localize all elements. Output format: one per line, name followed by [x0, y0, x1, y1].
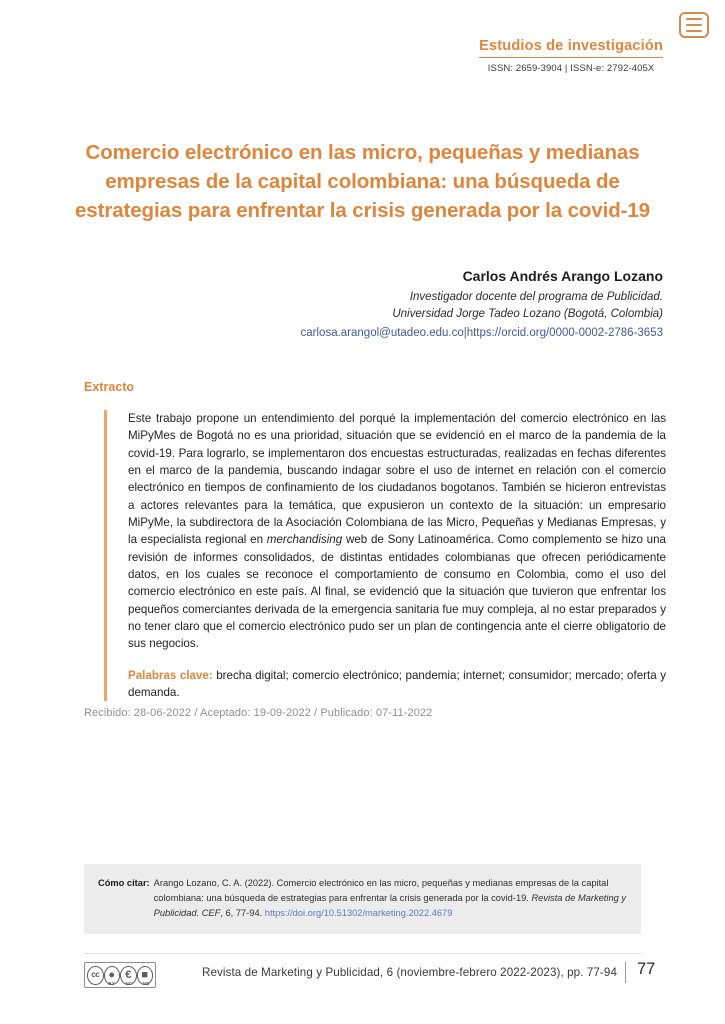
- author-contact-line: [62, 325, 663, 342]
- page-footer: [84, 958, 684, 998]
- citation-journal-name: Revista de Marketing y Publicidad. CEF: [153, 893, 627, 919]
- abstract-italic-term: merchandising: [266, 533, 343, 547]
- cc-label-nc: NC: [125, 981, 133, 986]
- cc-label-nd: ND: [142, 981, 150, 986]
- author-affiliation-line-1: Investigador docente del programa de Publicidad.: [409, 291, 663, 303]
- abstract-label: Extracto: [84, 380, 135, 394]
- cc-nc-icon: €: [120, 966, 137, 985]
- section-title: Estudios de investigación: [479, 38, 663, 58]
- how-to-cite-row: [98, 876, 627, 921]
- article-title: Comercio electrónico en las micro, pequeñas y medianas empresas de la capital colombiana: una búsqueda de estrategias para enfrentar la crisis generada por la covid-19: [75, 140, 650, 222]
- how-to-cite-label: Cómo citar:: [98, 878, 150, 888]
- author-block: [62, 268, 663, 342]
- keywords-paragraph: [128, 667, 666, 702]
- cc-by-icon: ●: [104, 966, 121, 985]
- keywords-values: brecha digital; comercio electrónico; pandemia; internet; consumidor; mercado; oferta y demanda.: [128, 668, 666, 699]
- author-orcid-link[interactable]: https://orcid.org/0000-0002-2786-3653: [466, 327, 663, 340]
- footer-journal-line: Revista de Marketing y Publicidad, 6 (noviembre-febrero 2022-2023), pp. 77-94: [202, 966, 617, 979]
- author-affiliation-line-2: Universidad Jorge Tadeo Lozano (Bogotá, Colombia): [392, 307, 663, 320]
- issn-line: ISSN: 2659-3904 | ISSN-e: 2792-405X: [487, 63, 655, 74]
- author-name: Carlos Andrés Arango Lozano: [462, 268, 663, 284]
- abstract-paragraph: [128, 410, 666, 653]
- masthead: [479, 38, 663, 74]
- cc-circle-icon: cc: [87, 966, 104, 985]
- abstract-text-part-2: web de Sony Latinoamérica. Como complemento se hizo una revisión de informes consolidados, de distintas entidades colombianas que ofrecen periódicamente datos, en los cuales se reconoce el comportamiento de consumo en Colombia, como el uso del comercio electrónico en este país. Al final, se evidenció que la situación que tuvieron que enfrentar los pequeños comerciantes derivada de la emergencia sanitaria fue muy compleja, al no estar preparados y no tener claro que el comercio electrónico pudo ser un plan de contingencia ante el cierre obligatorio de sus negocios.: [128, 533, 666, 651]
- footer-divider: [84, 953, 642, 954]
- citation-text-part-2: , 6, 77-94.: [220, 908, 265, 919]
- footer-separator: [625, 962, 626, 983]
- cc-label-by: BY: [108, 981, 115, 986]
- citation-text-part-1: Arango Lozano, C. A. (2022). Comercio electrónico en las micro, pequeñas y medianas empresas de la capital colombiana: una búsqueda de estrategias para enfrentar la crisis generada por la covid-19.: [153, 878, 609, 904]
- how-to-cite-text: [154, 876, 627, 921]
- keywords-label: Palabras clave:: [128, 668, 213, 682]
- abstract-text-part-1: Este trabajo propone un entendimiento del porqué la implementación del comercio electrónico en las MiPyMes de Bogotá no es una prioridad, situación que se evidenció en el marco de la pandemia de la covid-19. Para lograrlo, se implementaron dos encuestas estructuradas, realizadas en fechas diferentes en el marco de la pandemia, buscando indagar sobre el uso de internet en relación con el comercio electrónico en tiempos de confinamiento de los ciudadanos bogotanos. También se hicieron entrevistas a actores relevantes para la temática, que expusieron un contexto de la situación: un empresario MiPyMe, la subdirectora de la Asociación Colombiana de las Micro, Pequeñas y Medianas Empresas, y la especialista regional en: [128, 412, 666, 547]
- publication-dates: Recibido: 28-06-2022 / Aceptado: 19-09-2022 / Publicado: 07-11-2022: [84, 707, 433, 719]
- how-to-cite-box: [84, 864, 641, 934]
- hamburger-line-2: [686, 24, 702, 26]
- creative-commons-license-icon[interactable]: [84, 962, 156, 988]
- cc-label-row: [103, 981, 155, 986]
- hamburger-line-3: [686, 30, 702, 32]
- author-email-link[interactable]: carlosa.arangol@utadeo.edu.co: [300, 327, 464, 340]
- hamburger-menu-icon[interactable]: [679, 12, 709, 38]
- citation-doi-link[interactable]: https://doi.org/10.51302/marketing.2022.4679: [264, 908, 453, 919]
- abstract-block: [104, 410, 666, 701]
- hamburger-line-1: [686, 18, 702, 20]
- page-number: 77: [637, 960, 656, 978]
- contact-separator: |: [463, 327, 467, 340]
- cc-nd-icon: ■: [137, 966, 154, 985]
